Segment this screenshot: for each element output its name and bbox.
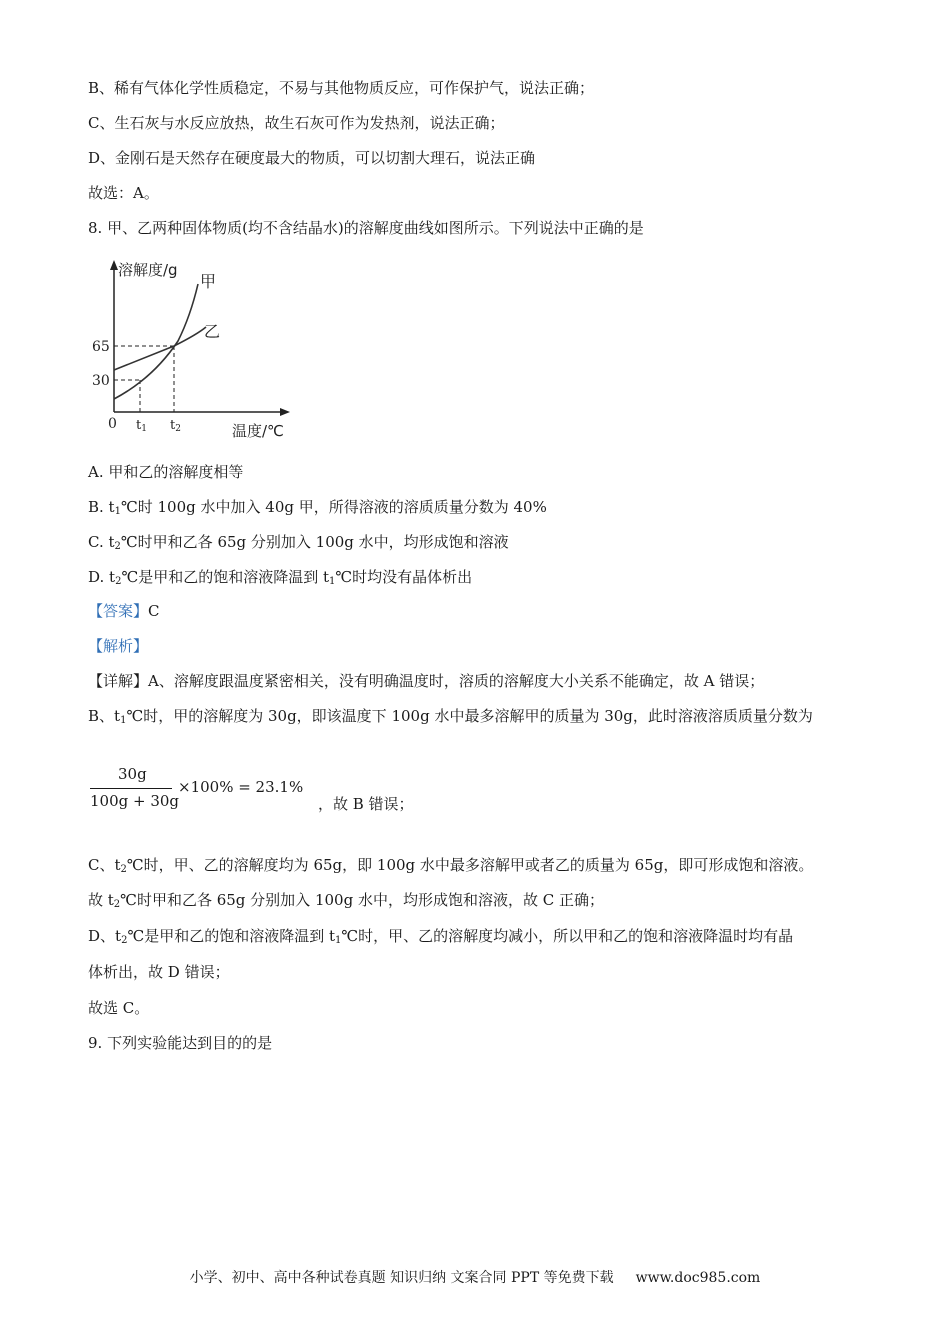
option-a: A. 甲和乙的溶解度相等 [88, 463, 244, 481]
choose-c-line: 故选 C。 [88, 999, 150, 1017]
text-line-choose-a: 故选：A。 [88, 184, 159, 202]
answer-value: C [148, 602, 160, 620]
fraction-bar [90, 788, 172, 789]
answer-tag: 【答案】 [88, 602, 149, 620]
x-tick-t2: t2 [170, 418, 181, 434]
fraction-formula [88, 765, 308, 815]
series-label-yi: 乙 [204, 322, 221, 341]
detail-c-line: C、$t_2℃$时，甲、乙的溶解度均为 65g，即 100g 水中最多溶解甲或者乙的质量为 65g，即可形成饱和溶液。 [88, 856, 814, 875]
text-line-c-quicklime: C、生石灰与水反应放热，故生石灰可作为发热剂，说法正确； [88, 114, 505, 132]
fraction-result: ×100% = 23.1% [178, 778, 304, 796]
option-b: B. $t_1℃$时 100g 水中加入 40g 甲，所得溶液的溶质质量分数为 40% [88, 498, 547, 517]
detail-c2-line: 故 $t_2℃$时甲和乙各 65g 分别加入 100g 水中，均形成饱和溶液，故 C 正确； [88, 891, 604, 910]
fraction-numerator: 30g [118, 765, 147, 783]
detail-a-line: 【详解】A、溶解度跟温度紧密相关，没有明确温度时，溶质的溶解度大小关系不能确定，故 A 错误； [88, 672, 765, 690]
detail-b-line: B、$t_1℃$时，甲的溶解度为 30g，即该温度下 100g 水中最多溶解甲的质量为 30g，此时溶液溶质质量分数为 [88, 707, 813, 726]
y-tick-65: 65 [92, 339, 110, 355]
analysis-line [88, 636, 148, 656]
footer [0, 1268, 950, 1288]
detail-tag: 【详解】 [88, 672, 149, 690]
fraction-tail: ，故 B 错误； [318, 795, 414, 813]
option-d: D. $t_2℃$是甲和乙的饱和溶液降温到 $t_1℃$时均没有晶体析出 [88, 568, 473, 587]
origin-label: 0 [108, 416, 117, 432]
text-line-b-rare-gas: B、稀有气体化学性质稳定，不易与其他物质反应，可作保护气，说法正确； [88, 79, 595, 97]
x-axis-label: 温度/℃ [232, 422, 284, 440]
y-axis-label: 溶解度/g [118, 261, 178, 279]
fraction-denominator: 100g + 30g [90, 792, 180, 810]
question-9: 9. 下列实验能达到目的的是 [88, 1034, 273, 1052]
footer-url[interactable]: www.doc985.com [635, 1270, 761, 1286]
series-label-jia: 甲 [200, 272, 217, 291]
y-tick-30: 30 [92, 373, 110, 389]
footer-text: 小学、初中、高中各种试卷真题 知识归纳 文案合同 PPT 等免费下载 [189, 1270, 614, 1286]
x-axis-arrow [280, 408, 290, 416]
option-c: C. $t_2℃$时甲和乙各 65g 分别加入 100g 水中，均形成饱和溶液 [88, 533, 509, 552]
answer-line [88, 601, 160, 621]
detail-d-line: D、$t_2℃$是甲和乙的饱和溶液降温到 $t_1℃$时，甲、乙的溶解度均减小，所以甲和乙的饱和溶液降温时均有晶 [88, 927, 794, 946]
text-line-d-diamond: D、金刚石是天然存在硬度最大的物质，可以切割大理石，说法正确 [88, 149, 536, 167]
analysis-tag: 【解析】 [88, 637, 149, 655]
detail-d2-line: 体析出，故 D 错误； [88, 963, 230, 981]
curve-jia [114, 284, 198, 399]
y-axis-arrow [110, 260, 118, 270]
question-8: 8. 甲、乙两种固体物质(均不含结晶水)的溶解度曲线如图所示。下列说法中正确的是 [88, 219, 644, 237]
solubility-chart [88, 256, 298, 446]
x-tick-t1: t1 [136, 418, 147, 434]
